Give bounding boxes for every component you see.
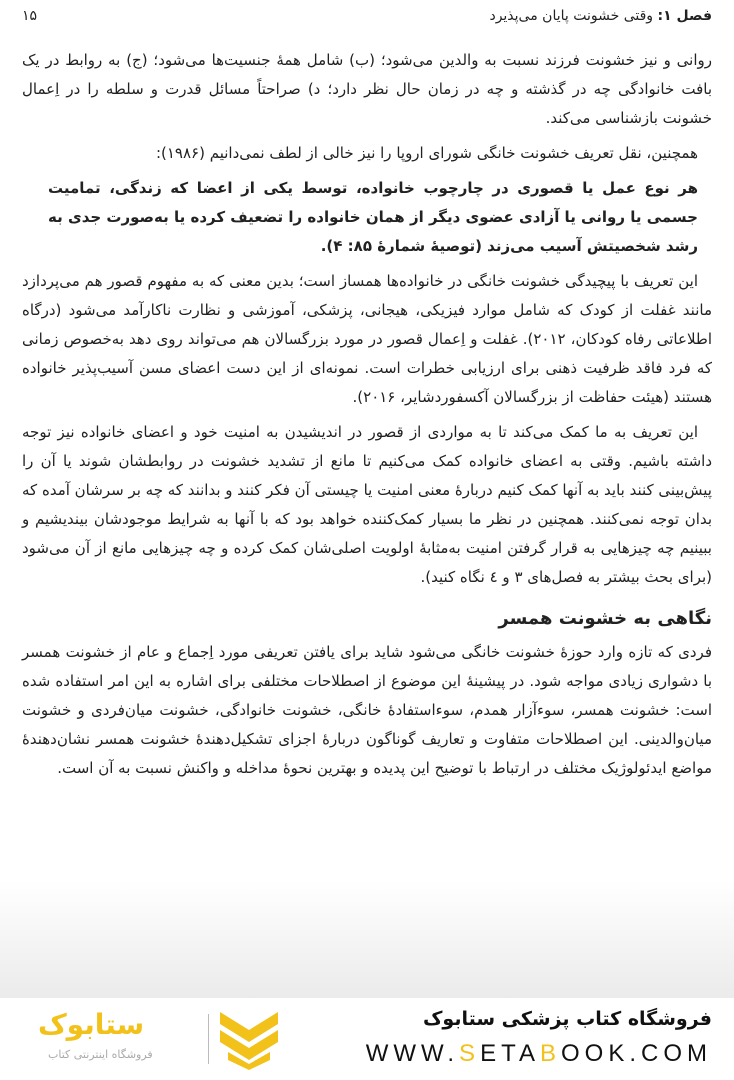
watermark-footer [0, 998, 734, 1080]
paragraph: این تعریف با پیچیدگی خشونت خانگی در خانواده‌ها همساز است؛ بدین معنی که به مفهوم قصور هم می‌پردازد مانند غفلت از کودک که شامل موارد فیزیکی، هیجانی، پزشکی، آموزشی و نظارت ناکارآمد می‌شود (درگاه اطلاعاتی رفاه کودکان، ۲۰۱۲). غفلت و اِعمال قصور در مورد بزرگسالان هم می‌تواند روی دهد به‌خصوص زمانی که فرد فاقد ظرفیت ذهنی برای ارزیابی خطرات است. نمونه‌ای از این دست اعضای مسن آسیب‌پذیر خانواده هستند (هیئت حفاظت از بزرگسالان آکسفوردشایر، ۲۰۱۶). [22, 272, 713, 406]
url-part: S [459, 1040, 481, 1067]
page-number: ۱۵ [22, 8, 38, 24]
page-header [22, 8, 712, 32]
store-url[interactable] [366, 1040, 712, 1068]
logo-word: ستابوک [38, 1008, 145, 1041]
fade-overlay [0, 880, 734, 998]
url-part: B [539, 1040, 561, 1067]
store-name: فروشگاه کتاب پزشکی ستابوک [422, 1008, 712, 1030]
url-part: OOK.COM [560, 1040, 712, 1067]
logo-divider [208, 1014, 209, 1064]
section-heading: نگاهی به خشونت همسر [498, 608, 712, 629]
url-part: WWW. [365, 1040, 460, 1067]
chevron-logo-icon [218, 1008, 280, 1070]
paragraph: همچنین، نقل تعریف خشونت خانگی شورای اروپا را نیز خالی از لطف نمی‌دانیم (۱۹۸۶): [155, 144, 698, 162]
paragraph: فردی که تازه وارد حوزهٔ خشونت خانگی می‌شود شاید برای یافتن تعریفی مورد اِجماع و عام از خشونت همسر با دشواری زیادی مواجه شود. در پیشینهٔ این موضوع از اصطلاحات مختلفی برای اشاره به این امر استفاده شده است: خشونت همسر، سوءآزار همدم، سوءاستفادهٔ خانگی، خشونت خانوادگی، خشونت میان‌فردی و خشونت میان‌والدینی. این اصطلاحات متفاوت و تعاریف گوناگون دربارهٔ اجزای تشکیل‌دهندهٔ خشونت همسر نشان‌دهندهٔ مواضع ایدئولوژیک مختلف در ارتباط با توضیح این پدیده و بهترین نحوهٔ مداخله و واکنش نسبت به آن است. [22, 643, 712, 777]
block-quote: هر نوع عمل یا قصوری در چارچوب خانواده، توسط یکی از اعضا که زندگی، تمامیت جسمی یا روانی یا آزادی عضوی دیگر از همان خانواده را تضعیف کرده یا به‌صورت جدی به رشد شخصیتش آسیب می‌زند (توصیهٔ شمارهٔ ۸۵: ۴). [48, 179, 698, 255]
logo-subtitle: فروشگاه اینترنتی کتاب [48, 1048, 153, 1061]
url-part: ETA [480, 1040, 540, 1067]
running-title [489, 8, 712, 32]
paragraph: این تعریف به ما کمک می‌کند تا به مواردی از قصور در اندیشیدن به امنیت خود و اعضای خانواده نیز توجه داشته باشیم. وقتی به اعضای خانواده کمک می‌کنیم تا مانع از تشدید خشونت در روابطشان شوند یا آن را پیش‌بینی کنند باید به آنها کمک کنیم دربارهٔ معنی امنیت یا چیستی آن فکر کنند و بدانند که چه بر سرشان آمده که بدان توجه نمی‌کنند. همچنین در نظر ما بسیار کمک‌کننده خواهد بود که با آنها به شرایط موجودشان بیندیشیم و ببینیم چه چیزهایی به قرار گرفتن امنیت به‌مثابهٔ اولویت اصلی‌شان کمک کرده و چه چیزهایی مانع از آن می‌شود (برای بحث بیشتر به فصل‌های ۳ و ٤ نگاه کنید). [22, 423, 712, 586]
chapter-title: وقتی خشونت پایان می‌پذیرد [489, 8, 654, 24]
setabook-logo [30, 1008, 300, 1070]
chapter-label: فصل ۱: [657, 8, 712, 24]
page-body [22, 46, 712, 789]
paragraph: روانی و نیز خشونت فرزند نسبت به والدین می‌شود؛ (ب) شامل همهٔ جنسیت‌ها می‌شود؛ (ج) به روابط در یک بافت خانوادگی چه در گذشته و چه در زمان حال نظر دارد؛ د) صراحتاً مسائل قدرت و سلطه را در اِعمال خشونت بازشناسی می‌کند. [22, 51, 712, 127]
